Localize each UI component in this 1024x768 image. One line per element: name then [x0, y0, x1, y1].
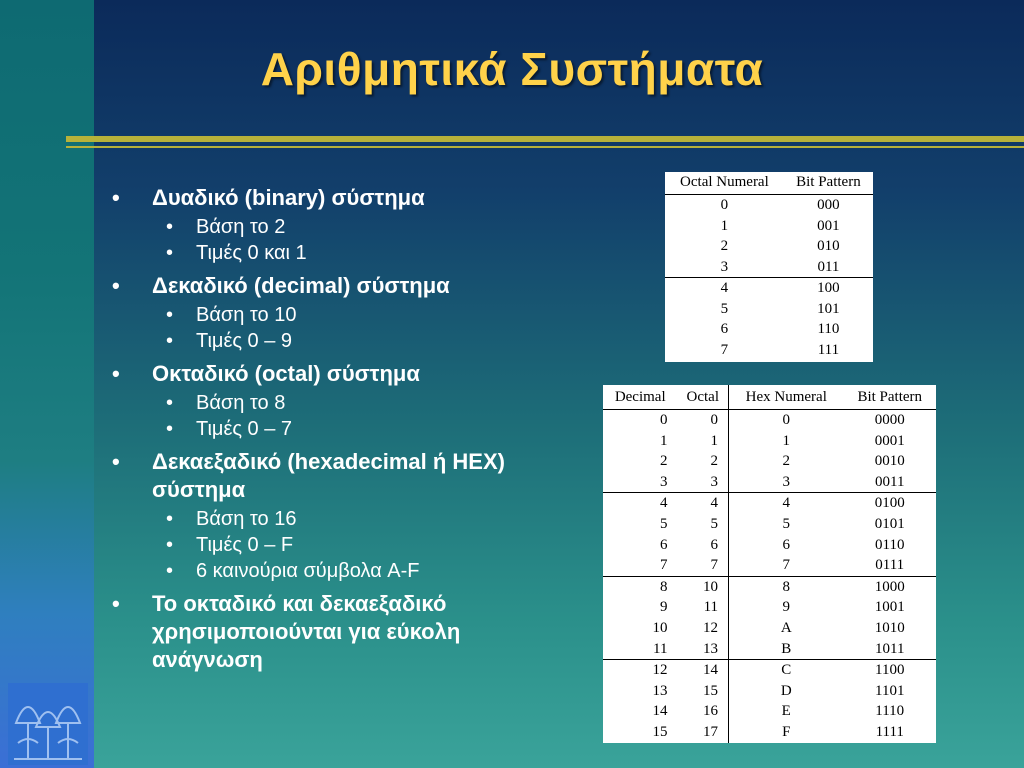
- sub-bullet-text: Βάση το 8: [196, 392, 286, 414]
- bit-pattern-cell: 0011: [875, 473, 905, 490]
- bit-pattern-cell: 101: [817, 300, 840, 317]
- table-row: [603, 681, 936, 702]
- hex-numeral-cell: B: [781, 640, 792, 657]
- bit-pattern-cell: 111: [817, 341, 840, 358]
- decimal-cell: 4: [603, 493, 677, 514]
- decimal-cell: 2: [659, 453, 668, 470]
- octal-bit-table: [665, 172, 873, 362]
- hex-numeral-cell: 5: [782, 515, 790, 532]
- octal-cell: 10: [677, 576, 728, 597]
- bit-pattern-cell: 1011: [875, 640, 905, 657]
- hex-numeral-cell: 1: [782, 432, 790, 449]
- decimal-cell: 12: [603, 660, 677, 681]
- table-row: [603, 451, 936, 472]
- bit-pattern-cell: 1010: [874, 619, 905, 636]
- sub-bullet-text: Βάση το 2: [196, 216, 286, 238]
- octal-cell: 1: [677, 431, 728, 452]
- decimal-cell: 8: [603, 576, 677, 597]
- bit-pattern-cell: 0001: [874, 432, 905, 449]
- table-row: [603, 597, 936, 618]
- bullet-list: [112, 184, 512, 680]
- university-tree-logo-icon: [8, 683, 88, 765]
- octal-numeral-cell: 6: [720, 321, 729, 337]
- bullet-text: Δεκαεξαδικό (hexadecimal ή HEX) σύστημα: [152, 449, 505, 502]
- sub-bullet: • 6 καινούρια σύμβολα A-F: [166, 560, 420, 582]
- sub-bullet: • Τιμές 0 και 1: [166, 242, 307, 264]
- bit-pattern-cell: 1000: [843, 576, 936, 597]
- sub-bullet: • Βάση το 16: [166, 508, 297, 530]
- bit-pattern-cell: 1110: [875, 703, 905, 720]
- bit-pattern-cell: 0110: [875, 536, 905, 553]
- table-row: [603, 701, 936, 722]
- sub-bullet-text: Τιμές 0 – F: [196, 534, 294, 556]
- decimal-cell: 9: [659, 599, 668, 616]
- sub-bullet: • Τιμές 0 – F: [166, 534, 294, 556]
- bit-pattern-cell: 110: [817, 321, 840, 337]
- bullet-text: Δυαδικό (binary) σύστημα: [152, 185, 425, 210]
- sub-bullet-text: Τιμές 0 – 9: [196, 330, 293, 352]
- bit-pattern-cell: 011: [817, 258, 840, 275]
- decimal-cell: 5: [659, 515, 668, 532]
- octal-cell: 3: [677, 472, 728, 493]
- bit-pattern-cell: 0000: [874, 412, 905, 428]
- hex-numeral-cell: A: [780, 619, 792, 636]
- bit-pattern-cell: 010: [817, 238, 840, 254]
- hex-numeral-cell: 8: [729, 576, 844, 597]
- bullet-readability: • Το οκταδικό και δεκαεξαδικό χρησιμοποιούνται για εύκολη ανάγνωση: [112, 591, 461, 672]
- octal-numeral-cell: 3: [720, 258, 729, 275]
- sub-bullet-text: Βάση το 10: [196, 304, 297, 326]
- decimal-cell: 15: [652, 723, 668, 740]
- octal-numeral-cell: 0: [720, 197, 729, 213]
- table-row: [665, 257, 873, 278]
- table-row: [603, 576, 936, 597]
- octal-numeral-cell: 5: [720, 300, 729, 317]
- sub-bullet-text: 6 καινούρια σύμβολα A-F: [196, 560, 420, 582]
- table-row: [603, 639, 936, 660]
- bit-pattern-cell: 100: [784, 278, 873, 299]
- table-header: Decimal: [603, 385, 677, 410]
- hex-numeral-cell: 9: [782, 599, 790, 616]
- title-rule-thin: [66, 146, 1024, 148]
- table-row: [603, 410, 936, 431]
- table-row: [665, 216, 873, 237]
- bit-pattern-cell: 1001: [874, 599, 905, 616]
- table-row: [665, 195, 873, 216]
- table-row: [603, 660, 936, 681]
- bullet-text: Το οκταδικό και δεκαεξαδικό χρησιμοποιούνται για εύκολη ανάγνωση: [152, 591, 461, 672]
- hex-numeral-cell: 0: [782, 412, 790, 428]
- table-header: Octal: [677, 385, 728, 410]
- bullet-text: Οκταδικό (octal) σύστημα: [152, 361, 420, 386]
- octal-cell: 15: [677, 681, 728, 702]
- table-row: [603, 618, 936, 639]
- sub-bullet: • Βάση το 2: [166, 216, 286, 238]
- hex-numeral-cell: 3: [782, 473, 790, 490]
- decimal-cell: 7: [659, 557, 668, 574]
- hex-numeral-cell: D: [780, 682, 792, 699]
- hex-conversion-table: [603, 385, 936, 743]
- table-row: [665, 319, 873, 340]
- octal-cell: 14: [677, 660, 728, 681]
- bullet-octal: • Οκταδικό (octal) σύστημα • Βάση το 8 • Τιμές 0 – 7: [112, 360, 512, 442]
- hex-numeral-cell: 7: [782, 557, 790, 574]
- table-row: [665, 340, 873, 361]
- octal-cell: 5: [677, 514, 728, 535]
- sub-bullet-text: Τιμές 0 και 1: [196, 242, 307, 264]
- sub-bullet: • Τιμές 0 – 7: [166, 418, 293, 440]
- bit-pattern-cell: 0111: [875, 557, 905, 574]
- decimal-cell: 1: [659, 432, 668, 449]
- octal-cell: 11: [677, 597, 728, 618]
- hex-numeral-cell: C: [729, 660, 844, 681]
- bit-pattern-cell: 0101: [874, 515, 905, 532]
- octal-numeral-cell: 7: [720, 341, 729, 358]
- bit-pattern-cell: 1111: [875, 723, 904, 740]
- table-row: [603, 472, 936, 493]
- octal-cell: 6: [677, 535, 728, 556]
- table-row: [603, 514, 936, 535]
- bit-pattern-cell: 001: [817, 217, 840, 234]
- decimal-cell: 14: [652, 703, 668, 720]
- bullet-hexadecimal: • Δεκαεξαδικό (hexadecimal ή HEX) σύστημα • Βάση το 16 • Τιμές 0 – F • 6 καινούρια σύμβολα A-F: [112, 448, 512, 584]
- table-row: [665, 299, 873, 320]
- table-header: Bit Pattern: [843, 385, 936, 410]
- table-row: [603, 722, 936, 743]
- left-accent-strip: [0, 0, 94, 768]
- octal-cell: 2: [677, 451, 728, 472]
- sub-bullet: • Βάση το 8: [166, 392, 286, 414]
- sub-bullet: • Τιμές 0 – 9: [166, 330, 293, 352]
- octal-numeral-cell: 4: [665, 278, 784, 299]
- bit-pattern-cell: 1101: [875, 682, 905, 699]
- table-header: Hex Numeral: [729, 385, 844, 410]
- hex-numeral-cell: 6: [782, 536, 790, 553]
- octal-cell: 17: [677, 722, 728, 743]
- table-row: [603, 535, 936, 556]
- table-header: Bit Pattern: [784, 172, 873, 195]
- table-row: [603, 555, 936, 576]
- sub-bullet: • Βάση το 10: [166, 304, 297, 326]
- octal-cell: 12: [677, 618, 728, 639]
- title-rule-thick: [66, 136, 1024, 142]
- hex-numeral-cell: F: [782, 723, 791, 740]
- hex-numeral-cell: 4: [729, 493, 844, 514]
- bit-pattern-cell: 0010: [874, 453, 905, 470]
- octal-cell: 16: [677, 701, 728, 722]
- bit-pattern-cell: 1100: [843, 660, 936, 681]
- decimal-cell: 13: [652, 682, 668, 699]
- table-row: [603, 431, 936, 452]
- bullet-text: Δεκαδικό (decimal) σύστημα: [152, 273, 450, 298]
- decimal-cell: 10: [652, 619, 668, 636]
- table-row: [603, 493, 936, 514]
- table-header: Octal Numeral: [665, 172, 784, 195]
- octal-cell: 13: [677, 639, 728, 660]
- octal-numeral-cell: 1: [720, 217, 729, 234]
- decimal-cell: 3: [659, 473, 668, 490]
- decimal-cell: 6: [659, 536, 668, 553]
- hex-numeral-cell: 2: [782, 453, 790, 470]
- octal-cell: 7: [677, 555, 728, 576]
- octal-numeral-cell: 2: [720, 238, 729, 254]
- sub-bullet-text: Βάση το 16: [196, 508, 297, 530]
- sub-bullet-text: Τιμές 0 – 7: [196, 418, 293, 440]
- slide-title: Αριθμητικά Συστήματα: [260, 43, 764, 95]
- table-row: [665, 236, 873, 257]
- table-row: [665, 278, 873, 299]
- bullet-binary: • Δυαδικό (binary) σύστημα • Βάση το 2 • Τιμές 0 και 1: [112, 184, 512, 266]
- bit-pattern-cell: 0100: [843, 493, 936, 514]
- bullet-decimal: • Δεκαδικό (decimal) σύστημα • Βάση το 10 • Τιμές 0 – 9: [112, 272, 512, 354]
- decimal-cell: 0: [659, 412, 668, 428]
- hex-numeral-cell: E: [781, 703, 791, 720]
- bit-pattern-cell: 000: [817, 197, 840, 213]
- octal-cell: 4: [677, 493, 728, 514]
- decimal-cell: 11: [653, 640, 668, 657]
- octal-cell: 0: [677, 410, 728, 431]
